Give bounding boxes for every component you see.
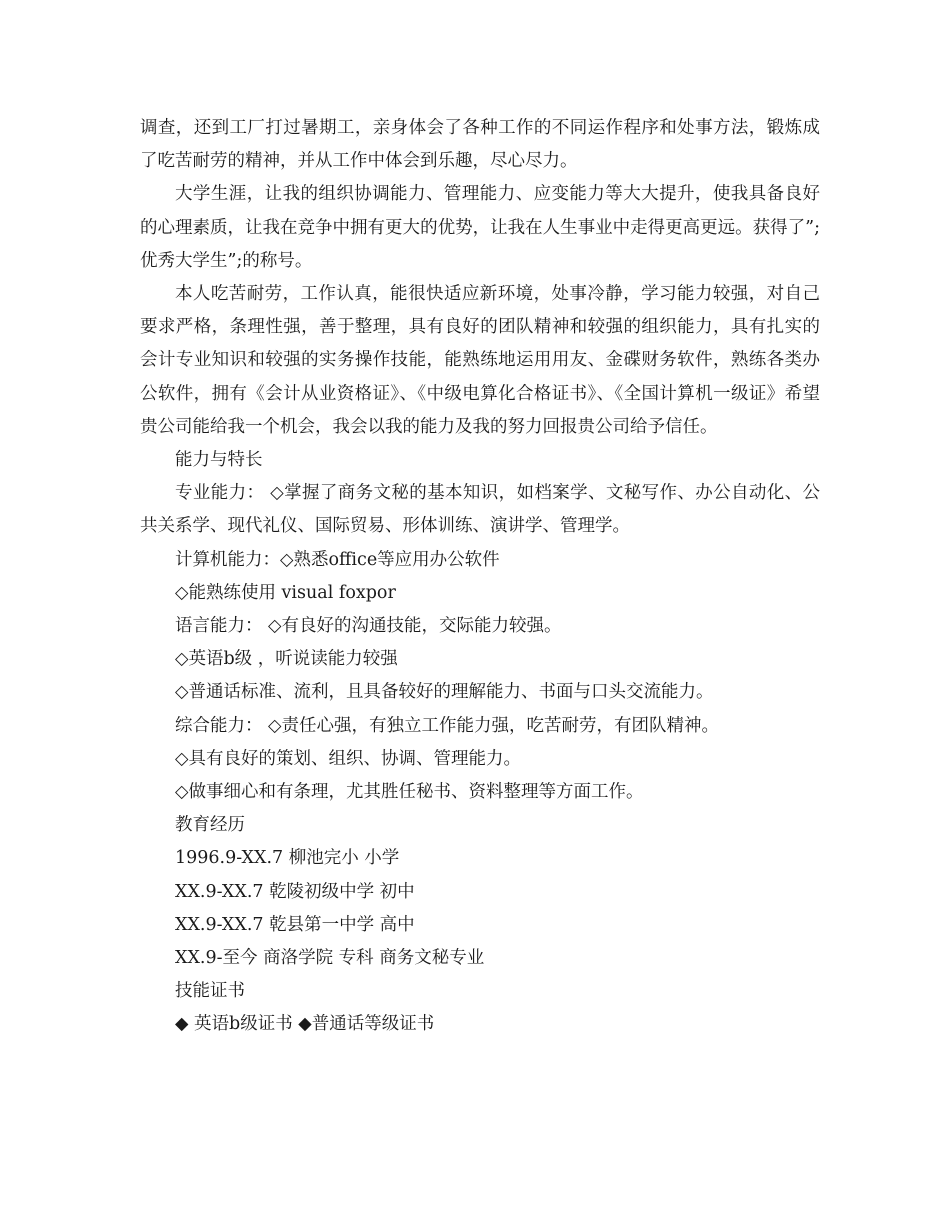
- professional-ability: 专业能力： ◇掌握了商务文秘的基本知识，如档案学、文秘写作、办公自动化、公共关系学、现代礼仪、国际贸易、形体训练、演讲学、管理学。: [140, 483, 820, 537]
- language-ability-mandarin: ◇普通话标准、流利，且具备较好的理解能力、书面与口头交流能力。: [175, 682, 714, 703]
- paragraph-college-life: 大学生涯，让我的组织协调能力、管理能力、应变能力等大大提升，使我具备良好的心理素质，让我在竞争中拥有更大的优势，让我在人生事业中走得更高更远。获得了”;优秀大学生”;的称号。: [140, 184, 820, 271]
- comprehensive-ability-planning: ◇具有良好的策划、组织、协调、管理能力。: [175, 748, 521, 769]
- education-heading: 教育经历: [175, 815, 245, 836]
- education-college: XX.9-至今 商洛学院 专科 商务文秘专业: [175, 948, 485, 969]
- comprehensive-ability: 综合能力： ◇责任心强，有独立工作能力强，吃苦耐劳，有团队精神。: [175, 715, 720, 736]
- language-ability: 语言能力： ◇有良好的沟通技能，交际能力较强。: [175, 616, 562, 637]
- education-junior-high: XX.9-XX.7 乾陵初级中学 初中: [175, 881, 415, 902]
- language-ability-english: ◇英语b级 ，听说读能力较强: [175, 649, 398, 670]
- paragraph-work-experience: 调查，还到工厂打过暑期工，亲身体会了各种工作的不同运作程序和处事方法，锻炼成了吃苦耐劳的精神，并从工作中体会到乐趣，尽心尽力。: [140, 118, 820, 172]
- education-senior-high: XX.9-XX.7 乾县第一中学 高中: [175, 914, 415, 935]
- certificate-list: ◆ 英语b级证书 ◆普通话等级证书: [175, 1014, 435, 1035]
- paragraph-self-evaluation: 本人吃苦耐劳，工作认真，能很快适应新环境，处事冷静，学习能力较强，对自己要求严格，条理性强，善于整理，具有良好的团队精神和较强的组织能力，具有扎实的会计专业知识和较强的实务操作技能，能熟练地运用用友、金碟财务软件，熟练各类办公软件，拥有《会计从业资格证》、《中级电算化合格证书》、《全国计算机一级证》希望贵公司能给我一个机会，我会以我的能力及我的努力回报贵公司给予信任。: [140, 284, 820, 437]
- comprehensive-ability-detail: ◇做事细心和有条理，尤其胜任秘书、资料整理等方面工作。: [175, 782, 644, 803]
- computer-ability: 计算机能力：◇熟悉office等应用办公软件: [175, 549, 500, 570]
- document-body: [140, 112, 820, 1042]
- certificate-heading: 技能证书: [175, 981, 245, 1002]
- computer-ability-detail: ◇能熟练使用 visual foxpor: [175, 582, 396, 603]
- education-primary: 1996.9-XX.7 柳池完小 小学: [175, 848, 400, 869]
- ability-heading: 能力与特长: [175, 450, 263, 471]
